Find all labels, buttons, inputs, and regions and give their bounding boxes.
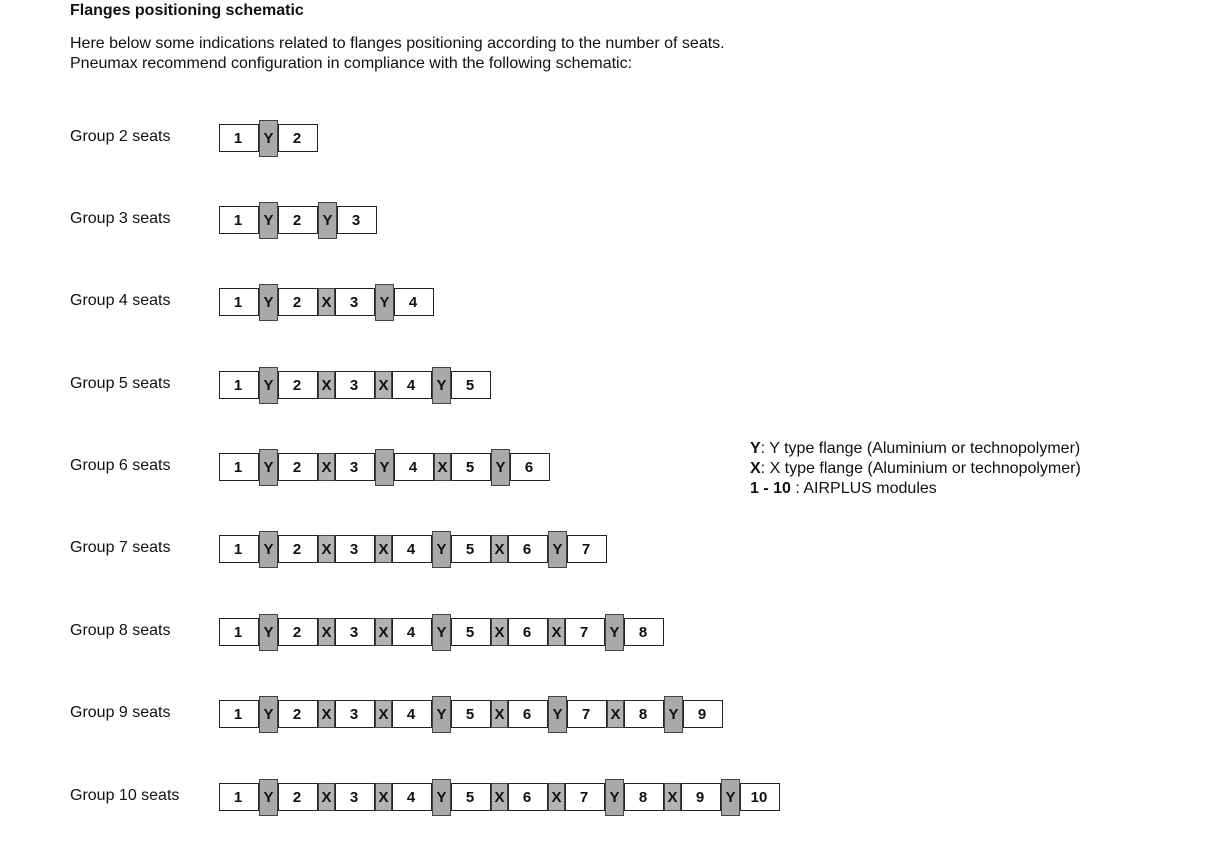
airplus-module: 4 bbox=[394, 288, 434, 316]
x-flange: X bbox=[375, 535, 392, 563]
airplus-module: 7 bbox=[567, 700, 607, 728]
airplus-module: 7 bbox=[567, 535, 607, 563]
airplus-module: 7 bbox=[565, 783, 605, 811]
group-label: Group 4 seats bbox=[70, 292, 171, 309]
y-flange: Y bbox=[259, 120, 278, 157]
airplus-module: 3 bbox=[335, 618, 375, 646]
group-label: Group 5 seats bbox=[70, 375, 171, 392]
y-flange: Y bbox=[605, 614, 624, 651]
y-flange: Y bbox=[548, 696, 567, 733]
group-schematic bbox=[219, 779, 780, 817]
airplus-module: 4 bbox=[392, 371, 432, 399]
airplus-module: 5 bbox=[451, 371, 491, 399]
airplus-module: 9 bbox=[683, 700, 723, 728]
airplus-module: 1 bbox=[219, 206, 259, 234]
airplus-module: 3 bbox=[335, 700, 375, 728]
legend-y-text: : Y type flange (Aluminium or technopolymer) bbox=[760, 440, 1081, 457]
airplus-module: 3 bbox=[335, 783, 375, 811]
legend-y-key: Y bbox=[750, 440, 761, 457]
airplus-module: 6 bbox=[508, 535, 548, 563]
airplus-module: 2 bbox=[278, 206, 318, 234]
airplus-module: 3 bbox=[335, 453, 375, 481]
airplus-module: 4 bbox=[392, 618, 432, 646]
airplus-module: 5 bbox=[451, 618, 491, 646]
airplus-module: 5 bbox=[451, 700, 491, 728]
y-flange: Y bbox=[259, 614, 278, 651]
airplus-module: 2 bbox=[278, 618, 318, 646]
airplus-module: 1 bbox=[219, 700, 259, 728]
intro-text bbox=[70, 34, 725, 74]
y-flange: Y bbox=[432, 531, 451, 568]
group-label: Group 10 seats bbox=[70, 787, 180, 804]
airplus-module: 5 bbox=[451, 453, 491, 481]
airplus-module: 1 bbox=[219, 371, 259, 399]
y-flange: Y bbox=[259, 696, 278, 733]
y-flange: Y bbox=[375, 284, 394, 321]
airplus-module: 1 bbox=[219, 618, 259, 646]
legend-module-row bbox=[750, 479, 1081, 499]
airplus-module: 4 bbox=[392, 783, 432, 811]
airplus-module: 5 bbox=[451, 783, 491, 811]
airplus-module: 2 bbox=[278, 453, 318, 481]
airplus-module: 8 bbox=[624, 700, 664, 728]
legend-x-key: X bbox=[750, 460, 761, 477]
group-schematic bbox=[219, 449, 550, 487]
x-flange: X bbox=[318, 371, 335, 399]
page-title: Flanges positioning schematic bbox=[70, 2, 304, 19]
airplus-module: 2 bbox=[278, 700, 318, 728]
airplus-module: 2 bbox=[278, 535, 318, 563]
x-flange: X bbox=[491, 700, 508, 728]
x-flange: X bbox=[318, 618, 335, 646]
legend-module-key: 1 - 10 bbox=[750, 480, 791, 497]
y-flange: Y bbox=[548, 531, 567, 568]
x-flange: X bbox=[548, 618, 565, 646]
y-flange: Y bbox=[721, 779, 740, 816]
y-flange: Y bbox=[259, 449, 278, 486]
airplus-module: 1 bbox=[219, 535, 259, 563]
legend bbox=[750, 439, 1081, 499]
airplus-module: 6 bbox=[508, 700, 548, 728]
airplus-module: 4 bbox=[394, 453, 434, 481]
x-flange: X bbox=[548, 783, 565, 811]
group-label: Group 6 seats bbox=[70, 457, 171, 474]
legend-y-row bbox=[750, 439, 1081, 459]
airplus-module: 8 bbox=[624, 783, 664, 811]
x-flange: X bbox=[664, 783, 681, 811]
y-flange: Y bbox=[432, 614, 451, 651]
airplus-module: 6 bbox=[508, 783, 548, 811]
group-schematic bbox=[219, 367, 491, 405]
y-flange: Y bbox=[259, 202, 278, 239]
x-flange: X bbox=[491, 783, 508, 811]
y-flange: Y bbox=[432, 367, 451, 404]
airplus-module: 8 bbox=[624, 618, 664, 646]
y-flange: Y bbox=[432, 696, 451, 733]
legend-x-row bbox=[750, 459, 1081, 479]
x-flange: X bbox=[318, 535, 335, 563]
x-flange: X bbox=[434, 453, 451, 481]
x-flange: X bbox=[491, 618, 508, 646]
airplus-module: 3 bbox=[335, 371, 375, 399]
airplus-module: 5 bbox=[451, 535, 491, 563]
airplus-module: 6 bbox=[508, 618, 548, 646]
group-schematic bbox=[219, 284, 434, 322]
legend-x-text: : X type flange (Aluminium or technopolymer) bbox=[760, 460, 1081, 477]
x-flange: X bbox=[375, 371, 392, 399]
airplus-module: 1 bbox=[219, 124, 259, 152]
x-flange: X bbox=[318, 453, 335, 481]
y-flange: Y bbox=[259, 367, 278, 404]
group-schematic bbox=[219, 531, 607, 569]
airplus-module: 3 bbox=[337, 206, 377, 234]
y-flange: Y bbox=[259, 284, 278, 321]
airplus-module: 7 bbox=[565, 618, 605, 646]
airplus-module: 4 bbox=[392, 700, 432, 728]
y-flange: Y bbox=[318, 202, 337, 239]
x-flange: X bbox=[375, 783, 392, 811]
y-flange: Y bbox=[259, 531, 278, 568]
group-label: Group 9 seats bbox=[70, 704, 171, 721]
airplus-module: 1 bbox=[219, 453, 259, 481]
y-flange: Y bbox=[605, 779, 624, 816]
group-label: Group 3 seats bbox=[70, 210, 171, 227]
airplus-module: 2 bbox=[278, 371, 318, 399]
group-schematic bbox=[219, 202, 377, 240]
airplus-module: 3 bbox=[335, 288, 375, 316]
x-flange: X bbox=[607, 700, 624, 728]
airplus-module: 9 bbox=[681, 783, 721, 811]
x-flange: X bbox=[375, 700, 392, 728]
airplus-module: 3 bbox=[335, 535, 375, 563]
y-flange: Y bbox=[259, 779, 278, 816]
airplus-module: 4 bbox=[392, 535, 432, 563]
group-label: Group 7 seats bbox=[70, 539, 171, 556]
airplus-module: 1 bbox=[219, 783, 259, 811]
group-schematic bbox=[219, 120, 318, 158]
airplus-module: 6 bbox=[510, 453, 550, 481]
intro-line-1: Here below some indications related to flanges positioning according to the number of seats. bbox=[70, 35, 725, 52]
airplus-module: 2 bbox=[278, 288, 318, 316]
group-label: Group 8 seats bbox=[70, 622, 171, 639]
legend-module-text: : AIRPLUS modules bbox=[790, 480, 937, 497]
group-schematic bbox=[219, 696, 723, 734]
intro-line-2: Pneumax recommend configuration in compliance with the following schematic: bbox=[70, 55, 633, 72]
airplus-module: 2 bbox=[278, 124, 318, 152]
airplus-module: 1 bbox=[219, 288, 259, 316]
x-flange: X bbox=[318, 700, 335, 728]
airplus-module: 10 bbox=[740, 783, 780, 811]
y-flange: Y bbox=[432, 779, 451, 816]
x-flange: X bbox=[318, 288, 335, 316]
group-label: Group 2 seats bbox=[70, 128, 171, 145]
airplus-module: 2 bbox=[278, 783, 318, 811]
x-flange: X bbox=[318, 783, 335, 811]
x-flange: X bbox=[491, 535, 508, 563]
group-schematic bbox=[219, 614, 664, 652]
y-flange: Y bbox=[491, 449, 510, 486]
y-flange: Y bbox=[375, 449, 394, 486]
x-flange: X bbox=[375, 618, 392, 646]
y-flange: Y bbox=[664, 696, 683, 733]
